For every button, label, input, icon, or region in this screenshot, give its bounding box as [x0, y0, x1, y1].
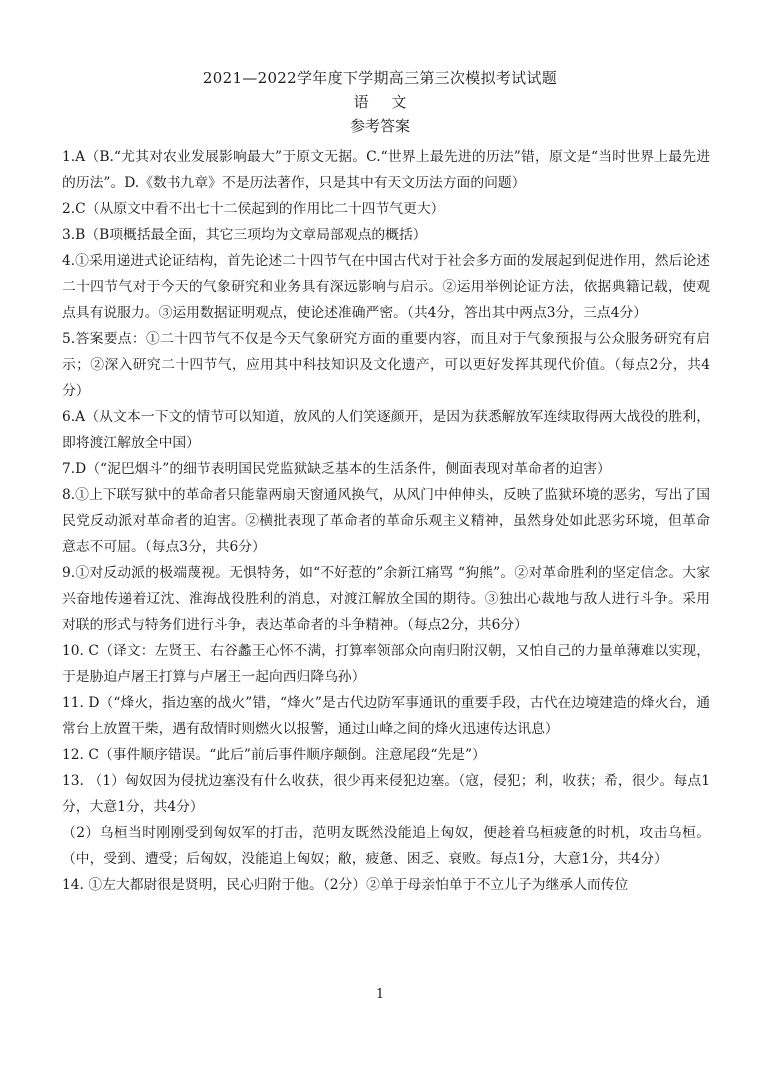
document-subject: 语 文: [353, 93, 407, 111]
answer-item: 5.答案要点：①二十四节气不仅是今天气象研究方面的重要内容，而且对于气象预报与公众服务研究有启示；②深入研究二十四节气，应用其中科技知识及文化遗产，可以更好发挥其现代价值。（每点2分，共4分）: [62, 331, 710, 399]
answer-item: 10. C（译文：左贤王、右谷蠡王心怀不满，打算率领部众向南归附汉朝，又怕自己的力量单薄难以实现，于是胁迫卢屠王打算与卢屠王一起向西归降乌孙）: [62, 643, 710, 685]
answer-list: [62, 144, 710, 898]
answer-item: 7.D（“泥巴烟斗”的细节表明国民党监狱缺乏基本的生活条件，侧面表现对革命者的迫害）: [62, 461, 611, 477]
answer-item: 14. ①左大都尉很是贤明，民心归附于他。（2分）②单于母亲怕单于不立儿子为继承人而传位: [62, 877, 629, 893]
answer-item: 13. （1）匈奴因为侵扰边塞没有什么收获，很少再来侵犯边塞。（寇，侵犯；利，收获；希，很少。每点1分，大意1分，共4分）: [62, 773, 710, 815]
answer-item: 1.A（B.“尤其对农业发展影响最大”于原文无据。C.“世界上最先进的历法”错，原文是“当时世界上最先进的历法”。D.《数书九章》不是历法著作，只是其中有天文历法方面的问题）: [62, 149, 710, 191]
answer-item: 8.①上下联写狱中的革命者只能靠两扇天窗通风换气，从风门中伸伸头，反映了监狱环境的恶劣，写出了国民党反动派对革命者的迫害。②横批表现了革命者的革命乐观主义精神，虽然身处如此恶劣环境，但革命意志不可屈。（每点3分，共6分）: [62, 487, 710, 555]
document-subheading: 参考答案: [349, 117, 410, 135]
document-title: 2021—2022学年度下学期高三第三次模拟考试试题: [202, 69, 558, 87]
document-header: [0, 66, 760, 138]
answer-item: 12. C（事件顺序错误。“此后”前后事件顺序颠倒。注意尾段“先是”）: [62, 747, 486, 763]
page-number: 1: [375, 987, 385, 1002]
answer-item: 4.①采用递进式论证结构，首先论述二十四节气在中国古代对于社会多方面的发展起到促进作用，然后论述二十四节气对于今天的气象研究和业务具有深远影响与启示。②运用举例论证方法，依据典籍记载，使观点具有说服力。③运用数据证明观点，使论述准确严密。（共4分，答出其中两点3分，三点4分）: [62, 253, 710, 321]
answer-item: 9.①对反动派的极端蔑视。无惧特务，如“不好惹的”余新江痛骂 “狗熊”。②对革命胜利的坚定信念。大家兴奋地传递着辽沈、淮海战役胜利的消息，对渡江解放全国的期待。③独出心裁地与敌人进行斗争。采用对联的形式与特务们进行斗争，表达革命者的斗争精神。（每点2分，共6分）: [62, 565, 710, 633]
answer-item: 3.B（B项概括最全面，其它三项均为文章局部观点的概括）: [62, 227, 427, 243]
answer-item: （2）乌桓当时刚刚受到匈奴军的打击，范明友既然没能追上匈奴，便趁着乌桓疲惫的时机，攻击乌桓。（中，受到、遭受；后匈奴，没能追上匈奴；敝，疲惫、困乏、衰败。每点1分，大意1分，共4分）: [62, 825, 710, 867]
answer-item: 2.C（从原文中看不出七十二侯起到的作用比二十四节气更大）: [62, 201, 445, 217]
answer-item: 11. D（“烽火，指边塞的战火”错，“烽火”是古代边防军事通讯的重要手段，古代在边境建造的烽火台，通常台上放置干柴，遇有敌情时则燃火以报警，通过山峰之间的烽火迅速传达讯息）: [62, 695, 710, 737]
answer-item: 6.A（从文本一下文的情节可以知道，放风的人们笑逐颜开，是因为获悉解放军连续取得两大战役的胜利，即将渡江解放全中国）: [62, 409, 710, 451]
